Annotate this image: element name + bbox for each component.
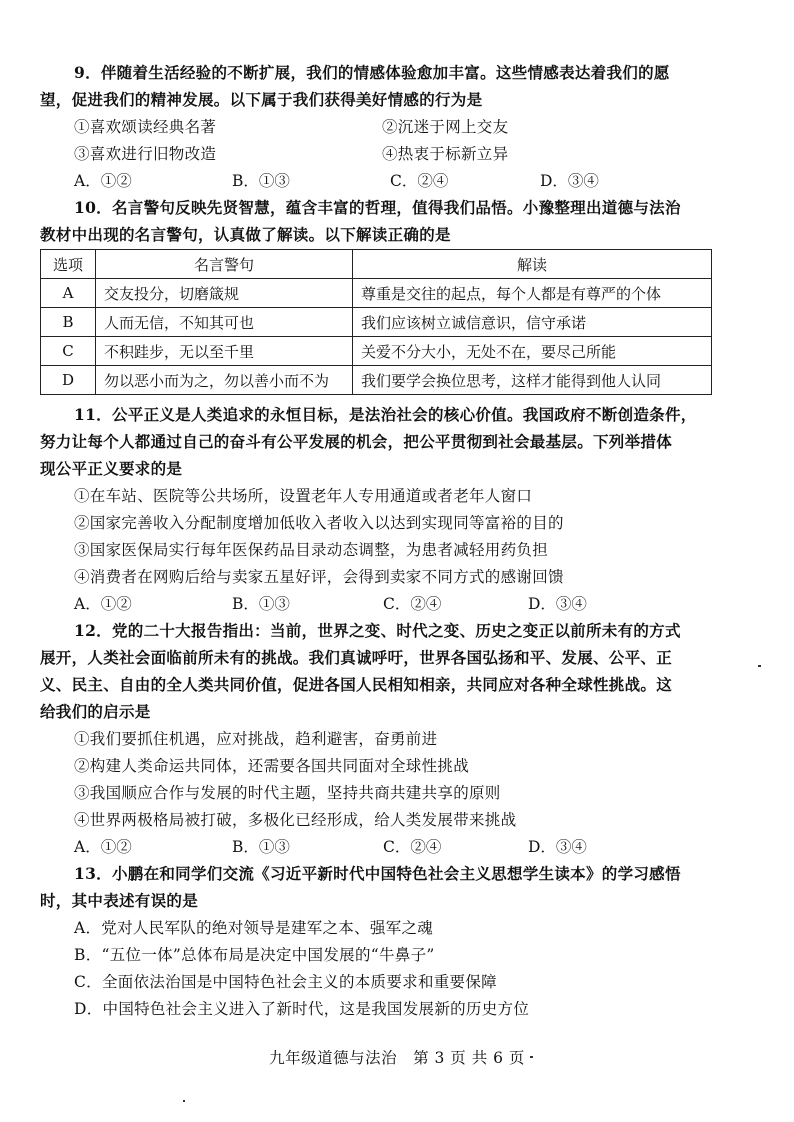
table-cell-quote: 勿以恶小而为之，勿以善小而不为: [96, 366, 353, 395]
table-cell-interpretation: 关爱不分大小，无处不在，要尽己所能: [353, 337, 712, 366]
q9-item-3: ③喜欢进行旧物改造: [74, 145, 217, 163]
q9-item-2: ②沉迷于网上交友: [382, 118, 509, 136]
table-cell-option: A: [41, 279, 96, 308]
q9-stem-line2: 望，促进我们的精神发展。以下属于我们获得美好情感的行为是: [40, 90, 483, 109]
q13-stem-line1: 13．小鹏在和同学们交流《习近平新时代中国特色社会主义思想学生读本》的学习感悟: [74, 864, 681, 883]
q9-stem-line1: 9．伴随着生活经验的不断扩展，我们的情感体验愈加丰富。这些情感表达着我们的愿: [74, 63, 670, 82]
table-cell-quote: 交友投分，切磨箴规: [96, 279, 353, 308]
q11-item-1: ①在车站、医院等公共场所，设置老年人专用通道或者老年人窗口: [74, 487, 533, 505]
q13-option-c: C．全面依法治国是中国特色社会主义的本质要求和重要保障: [74, 973, 497, 991]
q9-item-1: ①喜欢颂读经典名著: [74, 118, 217, 136]
table-row: [41, 308, 712, 337]
q12-option-b: B．①③: [232, 838, 290, 856]
q11-item-2: ②国家完善收入分配制度增加低收入者收入以达到实现同等富裕的目的: [74, 514, 564, 532]
q11-option-c: C．②④: [383, 595, 442, 613]
q11-option-a: A．①②: [74, 595, 132, 613]
table-row: [41, 337, 712, 366]
scan-speck: [530, 1056, 533, 1058]
table-header-option: 选项: [41, 250, 96, 279]
q9-option-a: A．①②: [74, 172, 132, 190]
table-header-row: [41, 250, 712, 279]
scan-speck: [758, 665, 761, 667]
table-row: [41, 366, 712, 395]
q9-option-b: B．①③: [232, 172, 290, 190]
page-footer: 九年级道德与法治 第 3 页 共 6 页: [269, 1049, 525, 1067]
q9-option-d: D．③④: [540, 172, 599, 190]
table-header-quote: 名言警句: [96, 250, 353, 279]
q12-stem-line3: 义、民主、自由的全人类共同价值，促进各国人民相知相亲，共同应对各种全球性挑战。这: [40, 675, 673, 694]
table-cell-option: B: [41, 308, 96, 337]
q13-option-d: D．中国特色社会主义进入了新时代，这是我国发展新的历史方位: [74, 1000, 530, 1018]
q11-stem-line2: 努力让每个人都通过自己的奋斗有公平发展的机会，把公平贯彻到社会最基层。下列举措体: [40, 432, 673, 451]
q11-item-3: ③国家医保局实行每年医保药品目录动态调整，为患者减轻用药负担: [74, 541, 549, 559]
q12-option-d: D．③④: [528, 838, 587, 856]
q10-stem-line1: 10．名言警句反映先贤智慧，蕴含丰富的哲理，值得我们品悟。小豫整理出道德与法治: [74, 198, 681, 217]
q11-option-d: D．③④: [528, 595, 587, 613]
q9-option-c: C．②④: [390, 172, 449, 190]
q11-item-4: ④消费者在网购后给与卖家五星好评，会得到卖家不同方式的感谢回馈: [74, 568, 564, 586]
q13-option-a: A．党对人民军队的绝对领导是建军之本、强军之魂: [74, 919, 434, 937]
q11-stem-line1: 11．公平正义是人类追求的永恒目标，是法治社会的核心价值。我国政府不断创造条件，: [74, 405, 697, 424]
q13-stem-line2: 时，其中表述有误的是: [40, 891, 199, 910]
q12-stem-line1: 12．党的二十大报告指出：当前，世界之变、时代之变、历史之变正以前所未有的方式: [74, 621, 681, 640]
q12-option-c: C．②④: [383, 838, 442, 856]
q12-item-4: ④世界两极格局被打破，多极化已经形成，给人类发展带来挑战: [74, 811, 517, 829]
table-cell-quote: 人而无信，不知其可也: [96, 308, 353, 337]
q13-option-b: B．“五位一体”总体布局是决定中国发展的“牛鼻子”: [74, 946, 435, 964]
q9-item-4: ④热衷于标新立异: [382, 145, 509, 163]
q11-option-b: B．①③: [232, 595, 290, 613]
table-cell-interpretation: 我们要学会换位思考，这样才能得到他人认同: [353, 366, 712, 395]
q12-stem-line2: 展开，人类社会面临前所未有的挑战。我们真诚呼吁，世界各国弘扬和平、发展、公平、正: [40, 648, 673, 667]
scan-speck: [183, 1100, 185, 1102]
q12-item-3: ③我国顺应合作与发展的时代主题，坚持共商共建共享的原则: [74, 784, 501, 802]
q12-item-2: ②构建人类命运共同体，还需要各国共同面对全球性挑战: [74, 757, 470, 775]
table-cell-option: C: [41, 337, 96, 366]
table-cell-interpretation: 尊重是交往的起点，每个人都是有尊严的个体: [353, 279, 712, 308]
table-row: [41, 279, 712, 308]
table-header-interpretation: 解读: [353, 250, 712, 279]
table-cell-option: D: [41, 366, 96, 395]
q11-stem-line3: 现公平正义要求的是: [40, 459, 183, 478]
q12-stem-line4: 给我们的启示是: [40, 702, 151, 721]
q10-stem-line2: 教材中出现的名言警句，认真做了解读。以下解读正确的是: [40, 225, 451, 244]
q12-option-a: A．①②: [74, 838, 132, 856]
table-cell-interpretation: 我们应该树立诚信意识，信守承诺: [353, 308, 712, 337]
table-cell-quote: 不积跬步，无以至千里: [96, 337, 353, 366]
q10-table: [40, 249, 712, 395]
q12-item-1: ①我们要抓住机遇，应对挑战，趋利避害，奋勇前进: [74, 730, 438, 748]
